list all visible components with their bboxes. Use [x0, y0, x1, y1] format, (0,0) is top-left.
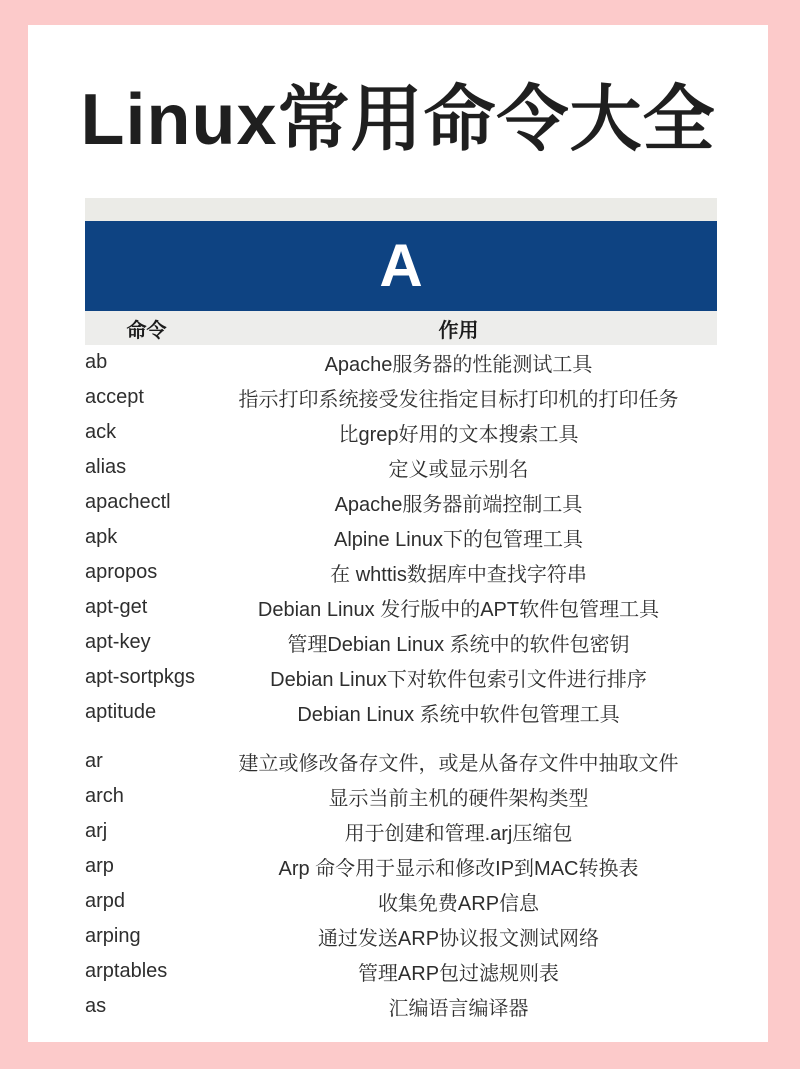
table-row [85, 345, 717, 380]
action-cell: Debian Linux 系统中软件包管理工具 [297, 704, 620, 726]
command-cell: ar [85, 750, 103, 772]
action-cell: Debian Linux 发行版中的APT软件包管理工具 [257, 599, 660, 621]
table-row [85, 555, 717, 590]
command-cell: apt-sortpkgs [85, 666, 196, 688]
table-row [85, 415, 717, 450]
action-cell: Arp 命令用于显示和修改IP到MAC转换表 [278, 858, 639, 880]
command-cell: accept [85, 386, 144, 408]
command-cell: arp [85, 855, 114, 877]
command-cell: arping [85, 925, 141, 947]
action-cell: 指示打印系统接受发往指定目标打印机的打印任务 [238, 389, 679, 411]
table-row [85, 485, 717, 520]
action-cell: 汇编语言编译器 [388, 998, 529, 1020]
table-row [85, 989, 717, 1024]
content-panel [28, 25, 768, 1042]
action-cell: 显示当前主机的硬件架构类型 [328, 788, 589, 810]
table-row [85, 660, 717, 695]
command-cell: ack [85, 421, 117, 443]
page-title: Linux常用命令大全 [80, 80, 716, 160]
command-cell: apropos [85, 561, 158, 583]
table-row [85, 520, 717, 555]
table-row [85, 380, 717, 415]
table-body [85, 345, 717, 1024]
table-row [85, 590, 717, 625]
table-row [85, 849, 717, 884]
command-cell: aptitude [85, 701, 157, 723]
action-cell: 用于创建和管理.arj压缩包 [344, 823, 573, 845]
action-cell: Apache服务器前端控制工具 [334, 494, 583, 516]
command-cell: arch [85, 785, 124, 807]
action-cell: 通过发送ARP协议报文测试网络 [317, 928, 600, 950]
top-gray-strip [85, 198, 717, 221]
table-row [85, 954, 717, 989]
action-cell: 管理ARP包过滤规则表 [357, 963, 560, 985]
command-cell: ab [85, 351, 108, 373]
table-row [85, 814, 717, 849]
command-cell: apt-get [85, 596, 148, 618]
command-cell: arj [85, 820, 108, 842]
action-cell: 建立或修改备存文件，或是从备存文件中抽取文件 [238, 753, 679, 775]
action-cell: 管理Debian Linux 系统中的软件包密钥 [287, 634, 630, 656]
command-cell: apk [85, 526, 118, 548]
table-row [85, 625, 717, 660]
action-cell: 定义或显示别名 [388, 459, 529, 481]
command-cell: apt-key [85, 631, 151, 653]
section-banner [85, 221, 717, 311]
action-cell: 收集免费ARP信息 [377, 893, 540, 915]
table-row [85, 695, 717, 730]
command-cell: arptables [85, 960, 168, 982]
action-cell: 比grep好用的文本搜索工具 [338, 424, 579, 446]
table-row [85, 450, 717, 485]
section-letter: A [379, 232, 423, 299]
table-header-row [85, 311, 717, 345]
table-row [85, 884, 717, 919]
action-cell: Apache服务器的性能测试工具 [324, 354, 593, 376]
command-cell: alias [85, 456, 127, 478]
column-header-action: 作用 [438, 319, 479, 342]
action-cell: Debian Linux下对软件包索引文件进行排序 [270, 669, 647, 691]
table-row [85, 919, 717, 954]
column-header-command: 命令 [126, 319, 167, 342]
table-row [85, 744, 717, 779]
command-cell: as [85, 995, 107, 1017]
command-table [85, 198, 717, 1024]
table-row [85, 779, 717, 814]
action-cell: 在 whttis数据库中查找字符串 [330, 564, 587, 586]
command-cell: arpd [85, 890, 126, 912]
action-cell: Alpine Linux下的包管理工具 [334, 529, 583, 551]
command-cell: apachectl [85, 491, 171, 513]
